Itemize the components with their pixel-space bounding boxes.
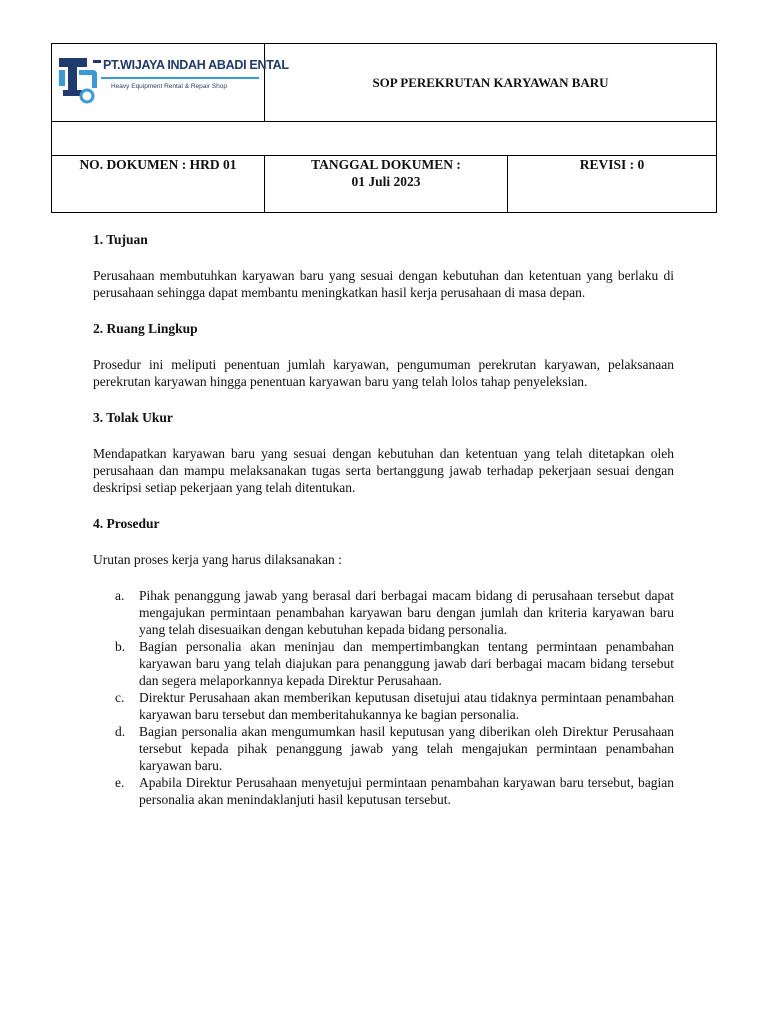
list-marker: e. <box>115 775 125 790</box>
section-intro-prosedur: Urutan proses kerja yang harus dilaksanakan : <box>93 552 342 567</box>
section-title-tujuan: 1. Tujuan <box>93 232 148 247</box>
company-logo-icon <box>57 54 105 106</box>
section-title-tolak-ukur: 3. Tolak Ukur <box>93 410 173 425</box>
procedure-list <box>93 587 674 808</box>
list-marker: b. <box>115 639 126 654</box>
list-item <box>93 638 674 689</box>
list-item-text: Direktur Perusahaan akan memberikan keputusan disetujui atau tidaknya permintaan penambahan karyawan baru tersebut dan memberitahukannya ke bagian personalia. <box>139 690 674 722</box>
table-divider <box>52 121 716 122</box>
section-text-ruang-lingkup: Prosedur ini meliputi penentuan jumlah karyawan, pengumuman perekrutan karyawan, pelaksanaan perekrutan karyawan hingga penentuan karyawan baru yang telah lolos tahap penyeleksian. <box>93 357 674 389</box>
section-text-tujuan: Perusahaan membutuhkan karyawan baru yang sesuai dengan kebutuhan dan ketentuan yang berlaku di perusahaan sehingga dapat membantu meningkatkan hasil kerja perusahaan di masa depan. <box>93 268 674 300</box>
list-item-text: Apabila Direktur Perusahaan menyetujui permintaan penambahan karyawan baru tersebut, bagian personalia akan menindaklanjuti hasil keputusan tersebut. <box>139 775 674 807</box>
list-item <box>93 723 674 774</box>
list-item-text: Bagian personalia akan meninjau dan mempertimbangkan tentang permintaan penambahan karyawan baru yang telah diajukan para penanggung jawab dari berbagai macam bidang tersebut dan segera melaporkannya kepada Direktur Perusahaan. <box>139 639 674 688</box>
company-tagline: Heavy Equipment Rental & Repair Shop <box>111 83 227 90</box>
document-revision-text: REVISI : 0 <box>579 157 645 172</box>
document-title: SOP PEREKRUTAN KARYAWAN BARU <box>372 74 609 90</box>
document-body <box>93 231 674 808</box>
section-title-ruang-lingkup: 2. Ruang Lingkup <box>93 321 198 336</box>
list-item-text: Pihak penanggung jawab yang berasal dari berbagai macam bidang di perusahaan tersebut dapat mengajukan permintaan penambahan karyawan baru dengan jumlah dan kriteria karyawan baru yang telah disesuaikan dengan kebutuhan kepada bidang personalia. <box>139 588 674 637</box>
list-item <box>93 689 674 723</box>
list-marker: a. <box>115 588 125 603</box>
document-revision <box>508 155 716 173</box>
company-logo <box>57 50 289 116</box>
document-header-table <box>51 43 717 213</box>
company-name-rule <box>101 77 259 79</box>
document-date-value: 01 Juli 2023 <box>351 174 421 189</box>
company-name: PT.WIJAYA INDAH ABADI ENTAL <box>103 58 289 72</box>
list-marker: c. <box>115 690 125 705</box>
list-marker: d. <box>115 724 126 739</box>
document-date-label: TANGGAL DOKUMEN : <box>311 157 461 172</box>
document-date <box>265 155 507 190</box>
section-title-prosedur: 4. Prosedur <box>93 516 160 531</box>
section-text-tolak-ukur: Mendapatkan karyawan baru yang sesuai dengan kebutuhan dan ketentuan yang telah ditetapkan oleh perusahaan dan mampu melaksanakan tugas serta bertanggung jawab terhadap pekerjaan sesuai dengan deskripsi setiap pekerjaan yang telah ditentukan. <box>93 446 674 495</box>
list-item <box>93 774 674 808</box>
document-number-text: NO. DOKUMEN : HRD 01 <box>79 157 237 172</box>
list-item-text: Bagian personalia akan mengumumkan hasil keputusan yang diberikan oleh Direktur Perusahaan tersebut kepada pihak penanggung jawab yang telah mengajukan permintaan penambahan karyawan baru. <box>139 724 674 773</box>
document-number <box>52 155 264 173</box>
list-item <box>93 587 674 638</box>
